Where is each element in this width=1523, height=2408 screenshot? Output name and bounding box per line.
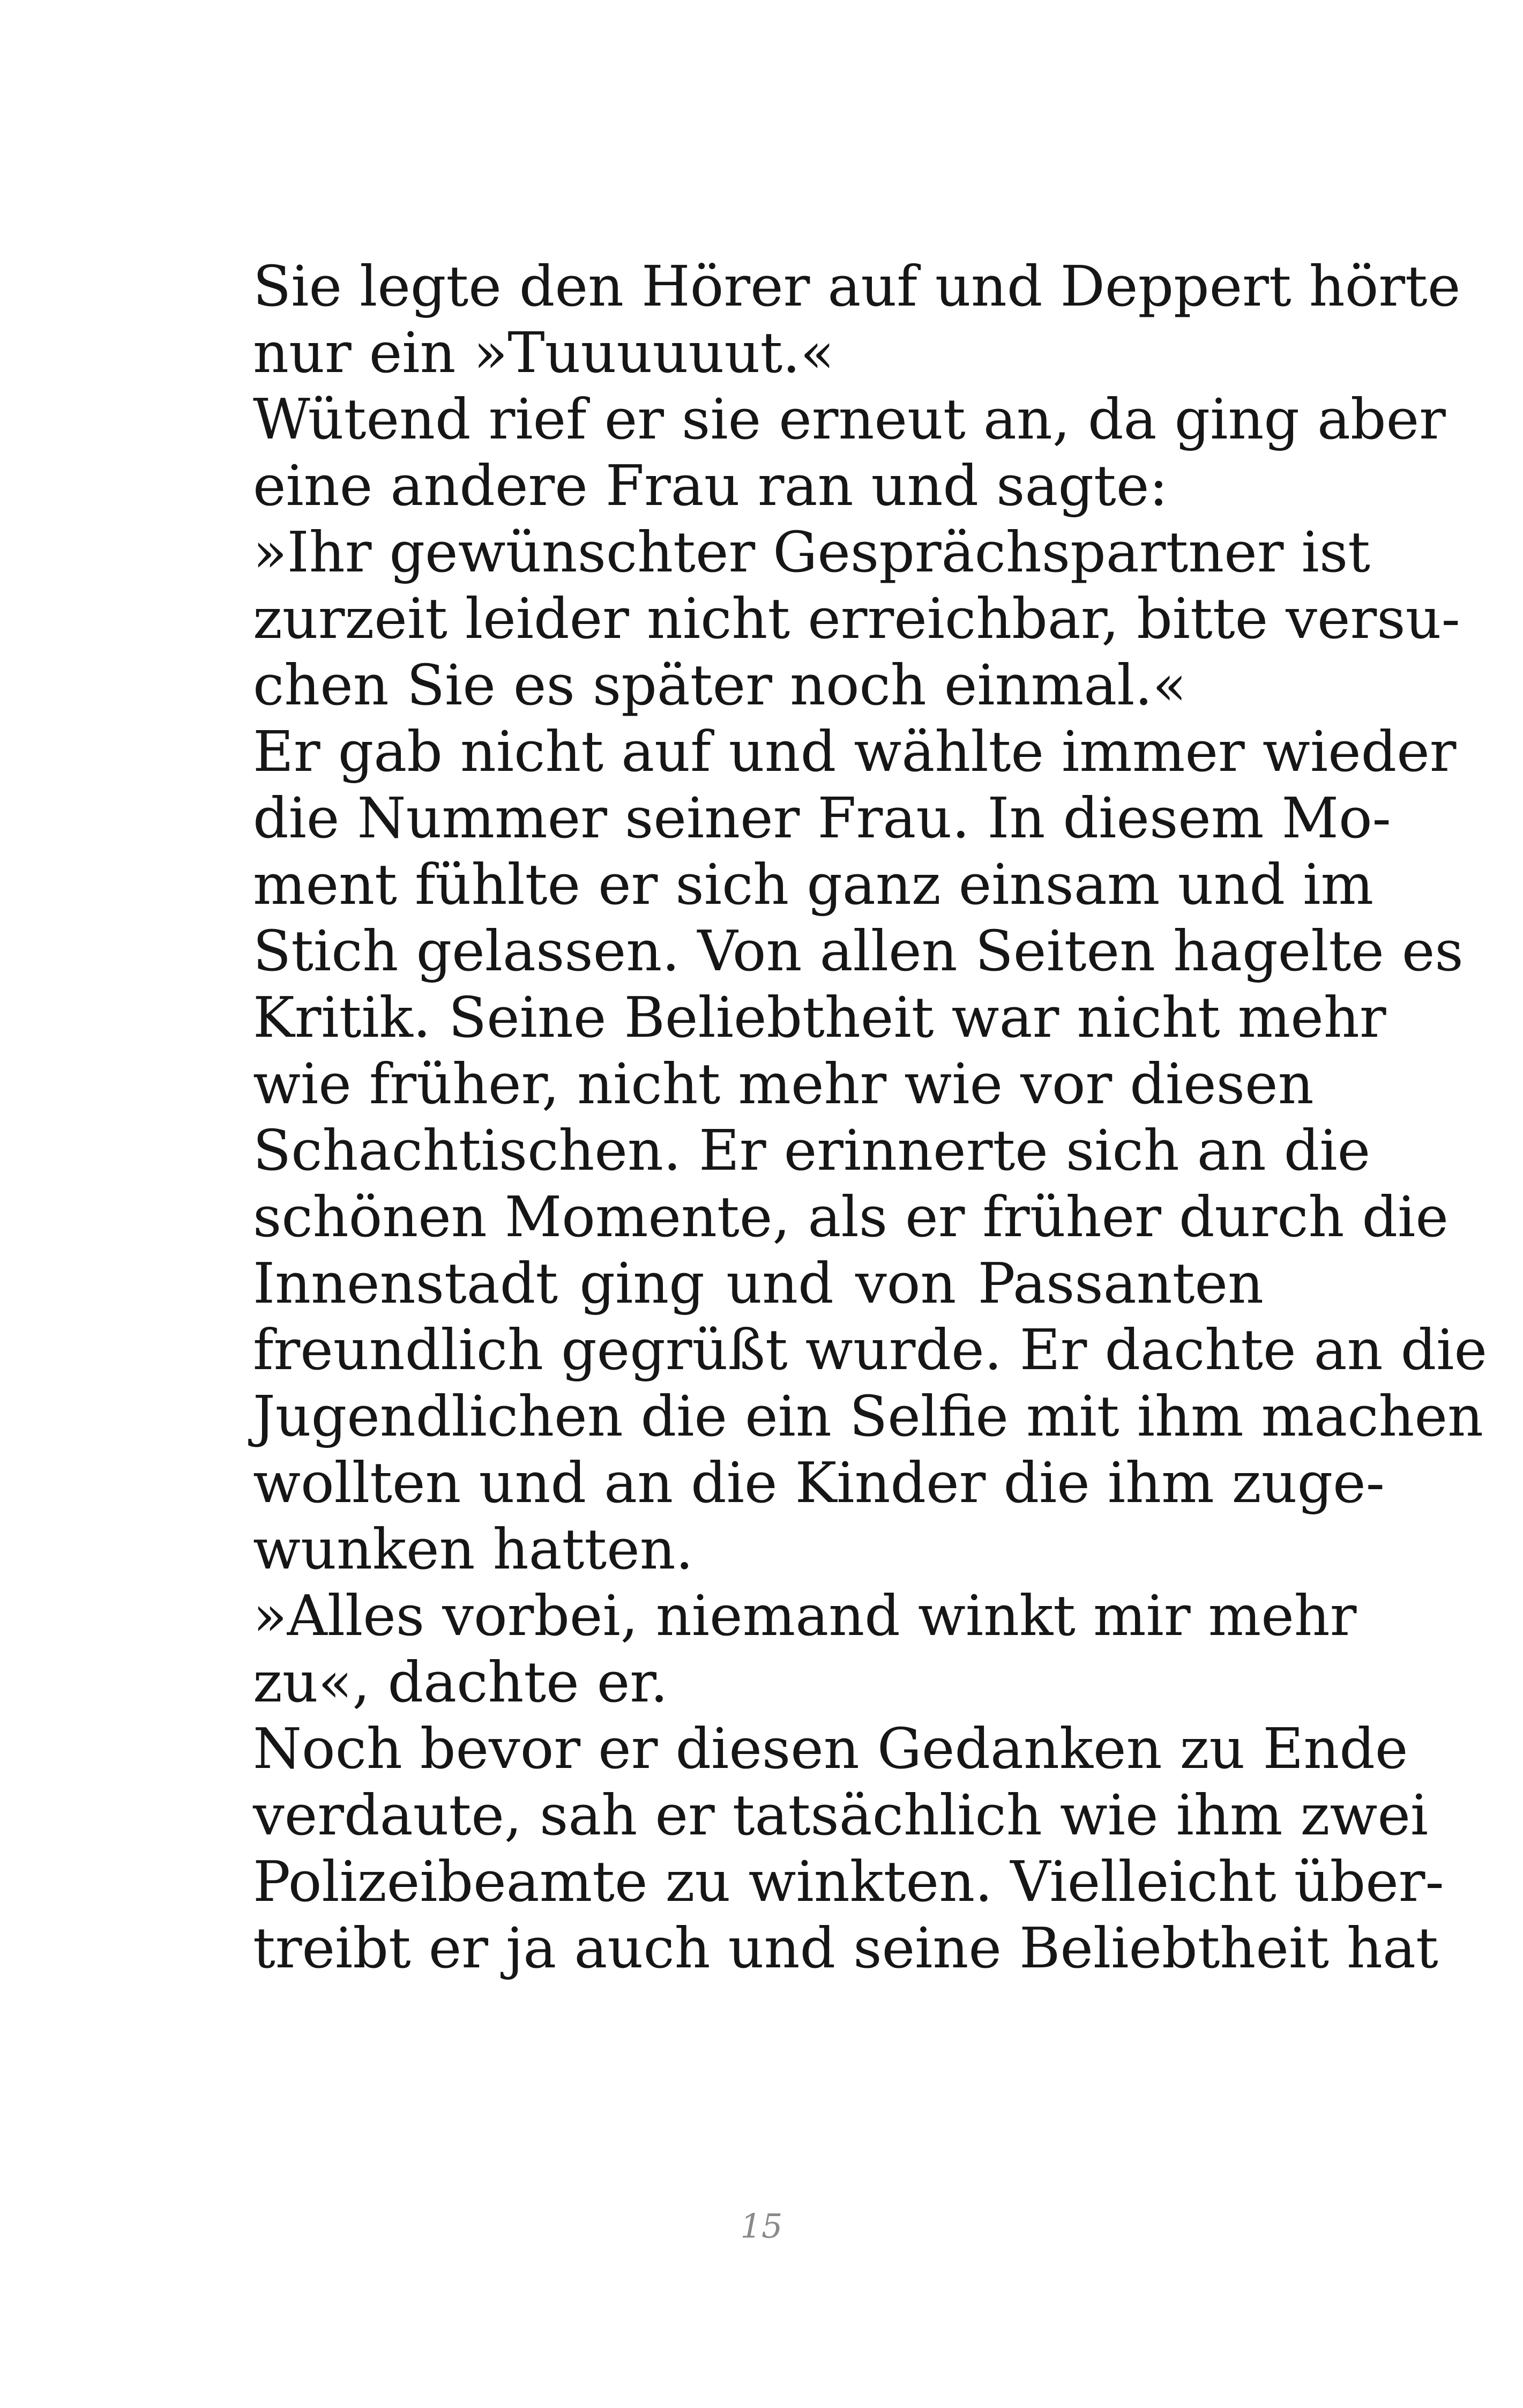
text-line: nur ein »Tuuuuuut.« <box>253 320 834 385</box>
text-line: Stich gelassen. Von allen Seiten hagelte es <box>253 918 1464 984</box>
body-text <box>253 253 1488 1981</box>
page-number: 15 <box>740 2206 783 2246</box>
text-line: freundlich gegrüßt wurde. Er dachte an die <box>253 1317 1488 1383</box>
text-line: verdaute, sah er tatsächlich wie ihm zwei <box>253 1782 1429 1848</box>
text-line: treibt er ja auch und seine Beliebtheit hat <box>253 1915 1438 1981</box>
text-line: »Ihr gewünschter Gesprächspartner ist <box>253 519 1370 585</box>
text-line: Kritik. Seine Beliebtheit war nicht mehr <box>253 985 1386 1050</box>
text-line: chen Sie es später noch einmal.« <box>253 652 1187 718</box>
text-line: wollten und an die Kinder die ihm zuge- <box>253 1450 1385 1515</box>
text-line: »Alles vorbei, niemand winkt mir mehr <box>253 1583 1357 1648</box>
text-line: wie früher, nicht mehr wie vor diesen <box>253 1051 1314 1117</box>
text-line: schönen Momente, als er früher durch die <box>253 1184 1449 1250</box>
text-line: Er gab nicht auf und wählte immer wieder <box>253 719 1457 784</box>
text-line: die Nummer seiner Frau. In diesem Mo- <box>253 785 1391 851</box>
text-line: Jugendlichen die ein Selfie mit ihm machen <box>253 1384 1484 1449</box>
text-line: eine andere Frau ran und sagte: <box>253 453 1168 518</box>
text-line: zurzeit leider nicht erreichbar, bitte versu- <box>253 586 1460 651</box>
text-line: wunken hatten. <box>253 1517 693 1582</box>
text-line: zu«, dachte er. <box>253 1649 668 1715</box>
text-line: Polizeibeamte zu winkten. Vielleicht über- <box>253 1849 1444 1914</box>
text-line: Wütend rief er sie erneut an, da ging aber <box>253 387 1446 452</box>
text-line: Schachtischen. Er erinnerte sich an die <box>253 1118 1371 1183</box>
text-line: Sie legte den Hörer auf und Deppert hörte <box>253 254 1461 319</box>
text-line: Innenstadt ging und von Passanten <box>253 1251 1264 1316</box>
text-line: Noch bevor er diesen Gedanken zu Ende <box>253 1716 1408 1781</box>
text-line: ment fühlte er sich ganz einsam und im <box>253 852 1374 917</box>
